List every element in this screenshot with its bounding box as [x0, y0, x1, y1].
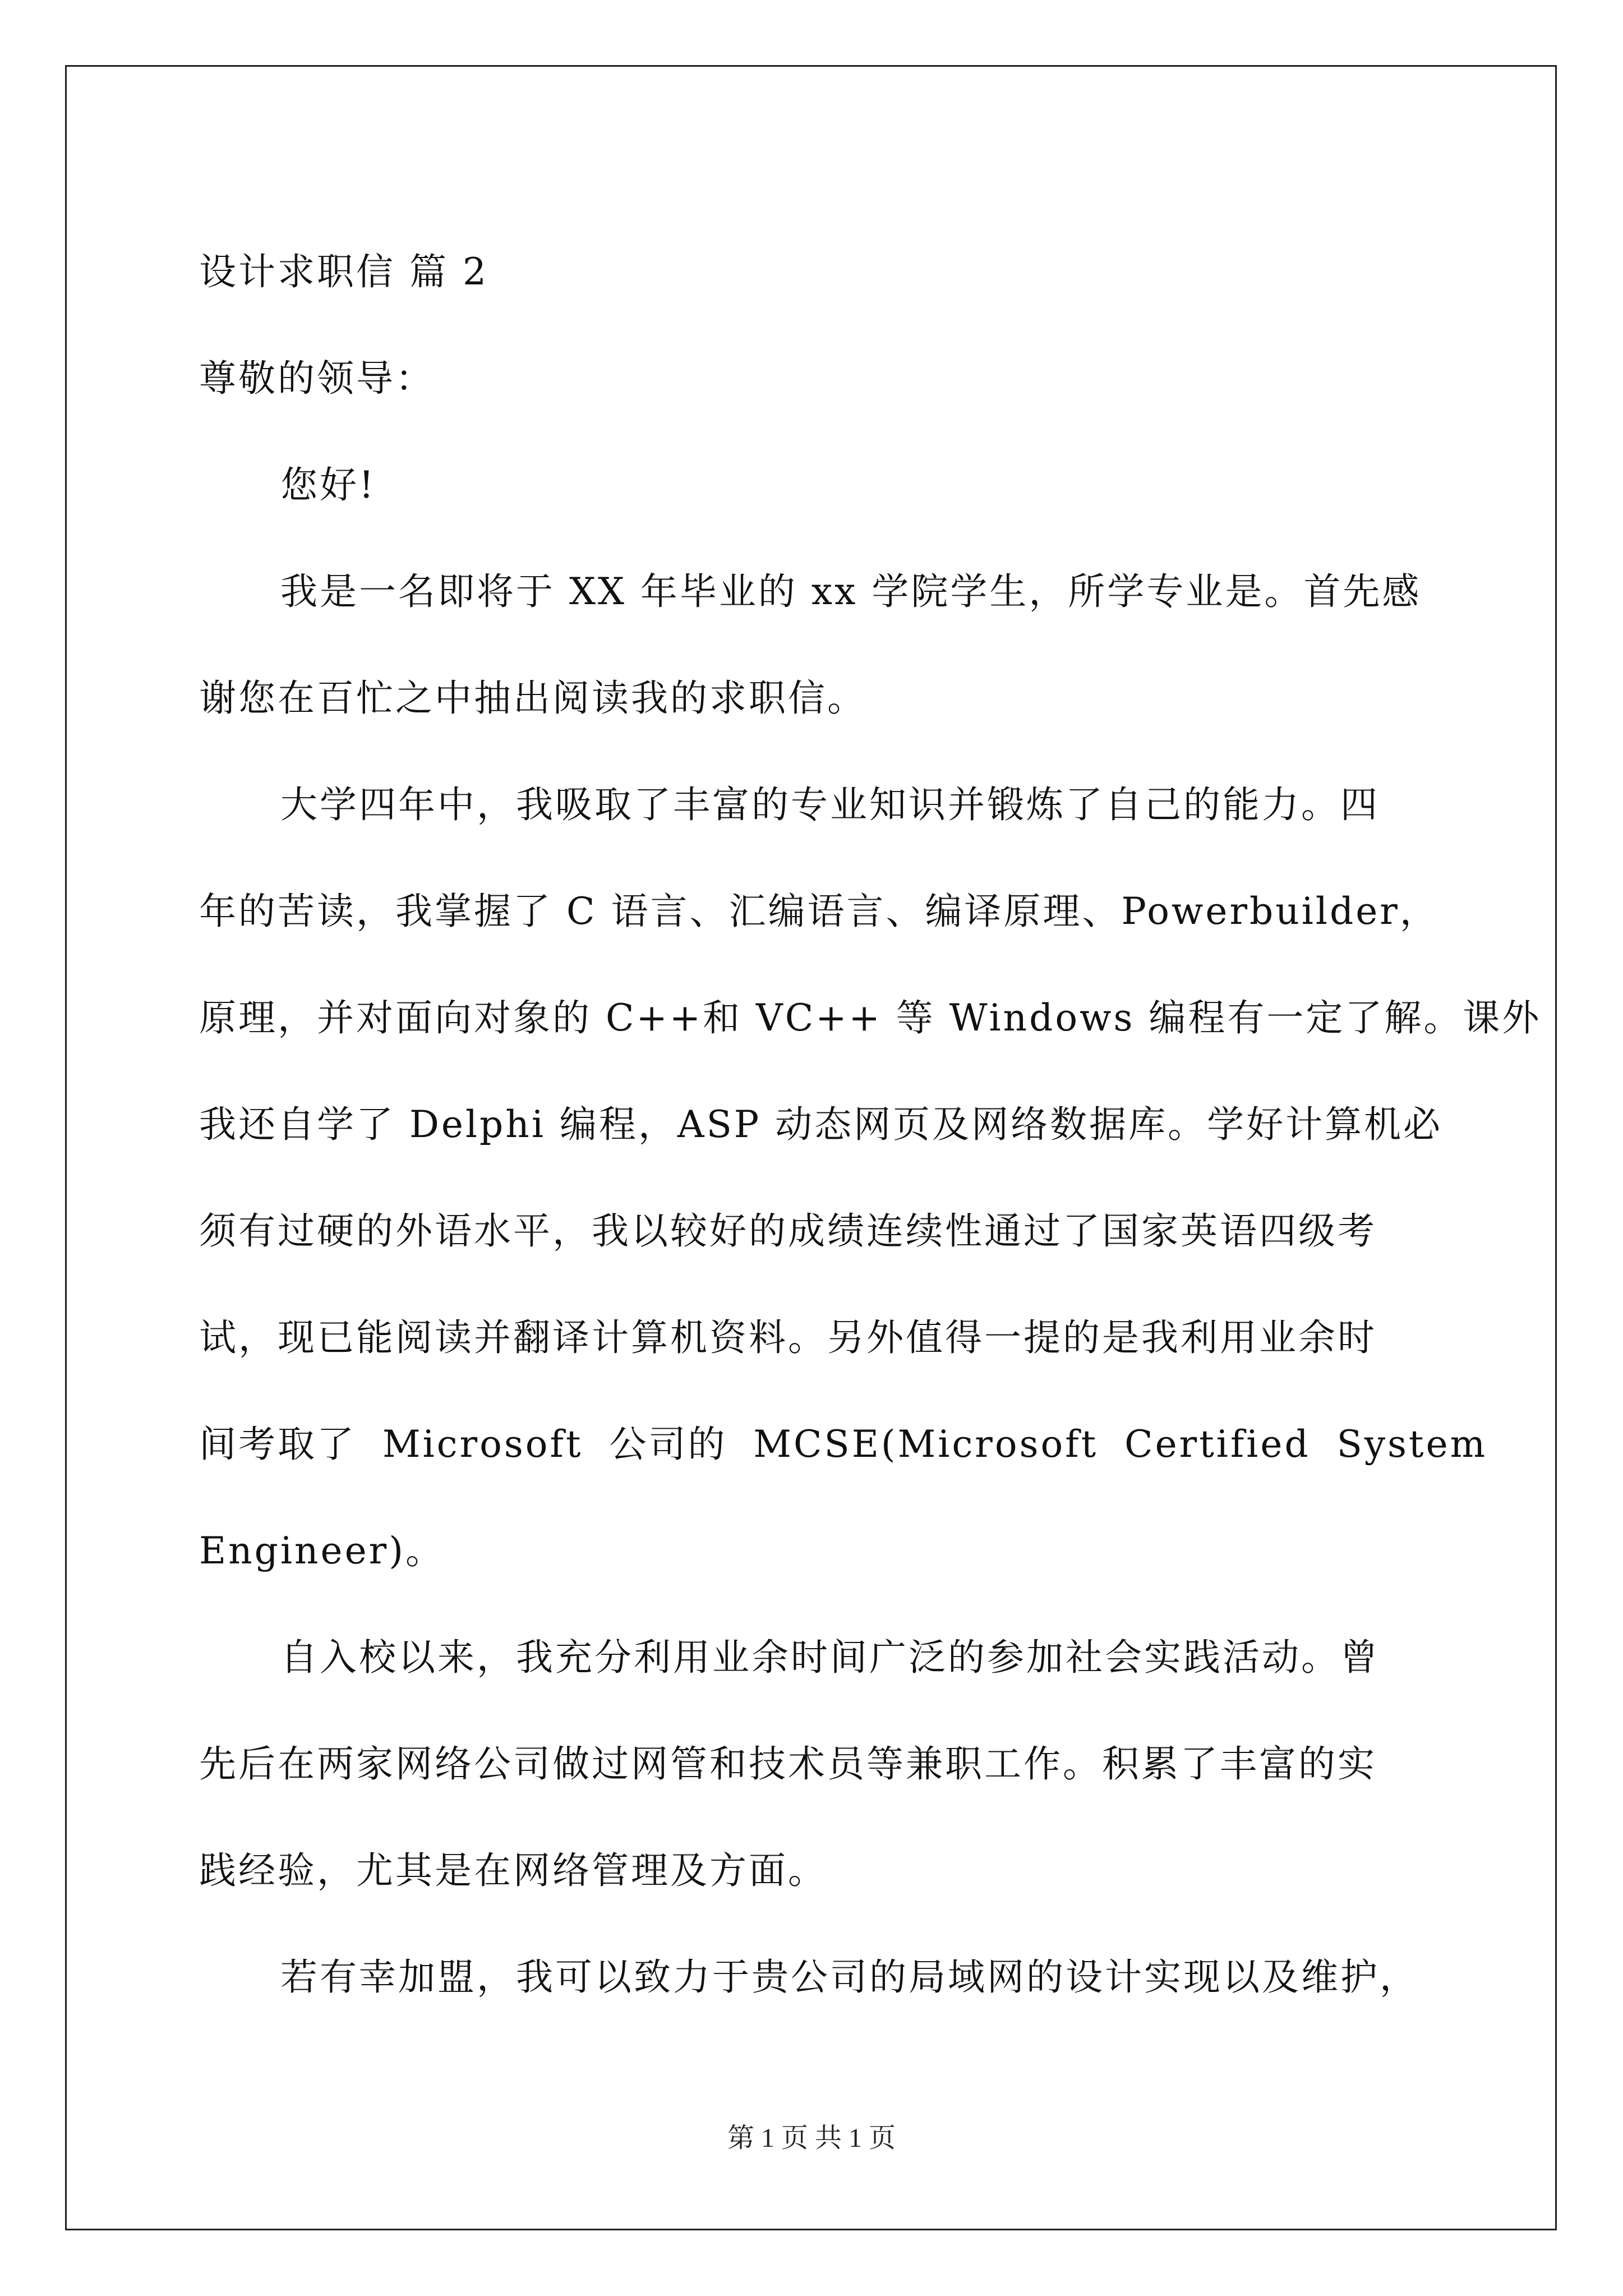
document-title: 设计求职信 篇 2 [199, 250, 488, 293]
paragraph-line: 大学四年中，我吸取了丰富的专业知识并锻炼了自己的能力。四 [280, 783, 1380, 826]
salutation: 尊敬的领导： [199, 357, 435, 400]
greeting: 您好! [280, 463, 376, 507]
paragraph-line: 须有过硬的外语水平，我以较好的成绩连续性通过了国家英语四级考 [199, 1209, 1377, 1253]
paragraph-line: 试，现已能阅读并翻译计算机资料。另外值得一提的是我利用业余时 [199, 1316, 1377, 1359]
paragraph-line: 谢您在百忙之中抽出阅读我的求职信。 [199, 677, 866, 720]
paragraph-line: 间考取了 Microsoft 公司的 MCSE(Microsoft Certified System [199, 1423, 1488, 1466]
paragraph-line: Engineer)。 [199, 1529, 445, 1572]
paragraph-line: 先后在两家网络公司做过网管和技术员等兼职工作。积累了丰富的实 [199, 1742, 1377, 1786]
paragraph-line: 若有幸加盟，我可以致力于贵公司的局域网的设计实现以及维护， [280, 1955, 1419, 1999]
paragraph-line: 践经验，尤其是在网络管理及方面。 [199, 1849, 827, 1892]
paragraph-line: 原理，并对面向对象的 C++和 VC++ 等 Windows 编程有一定了解。课外 [199, 996, 1542, 1039]
letter-body [199, 219, 1542, 2031]
paragraph-line: 自入校以来，我充分利用业余时间广泛的参加社会实践活动。曾 [280, 1636, 1380, 1679]
paragraph-line: 我是一名即将于 XX 年毕业的 xx 学院学生，所学专业是。首先感 [280, 570, 1422, 613]
page-number-footer: 第 1 页 共 1 页 [727, 2123, 896, 2153]
paragraph-line: 年的苦读，我掌握了 C 语言、汇编语言、编译原理、Powerbuilder， [199, 890, 1439, 933]
paragraph-line: 我还自学了 Delphi 编程，ASP 动态网页及网络数据库。学好计算机必 [199, 1103, 1443, 1146]
